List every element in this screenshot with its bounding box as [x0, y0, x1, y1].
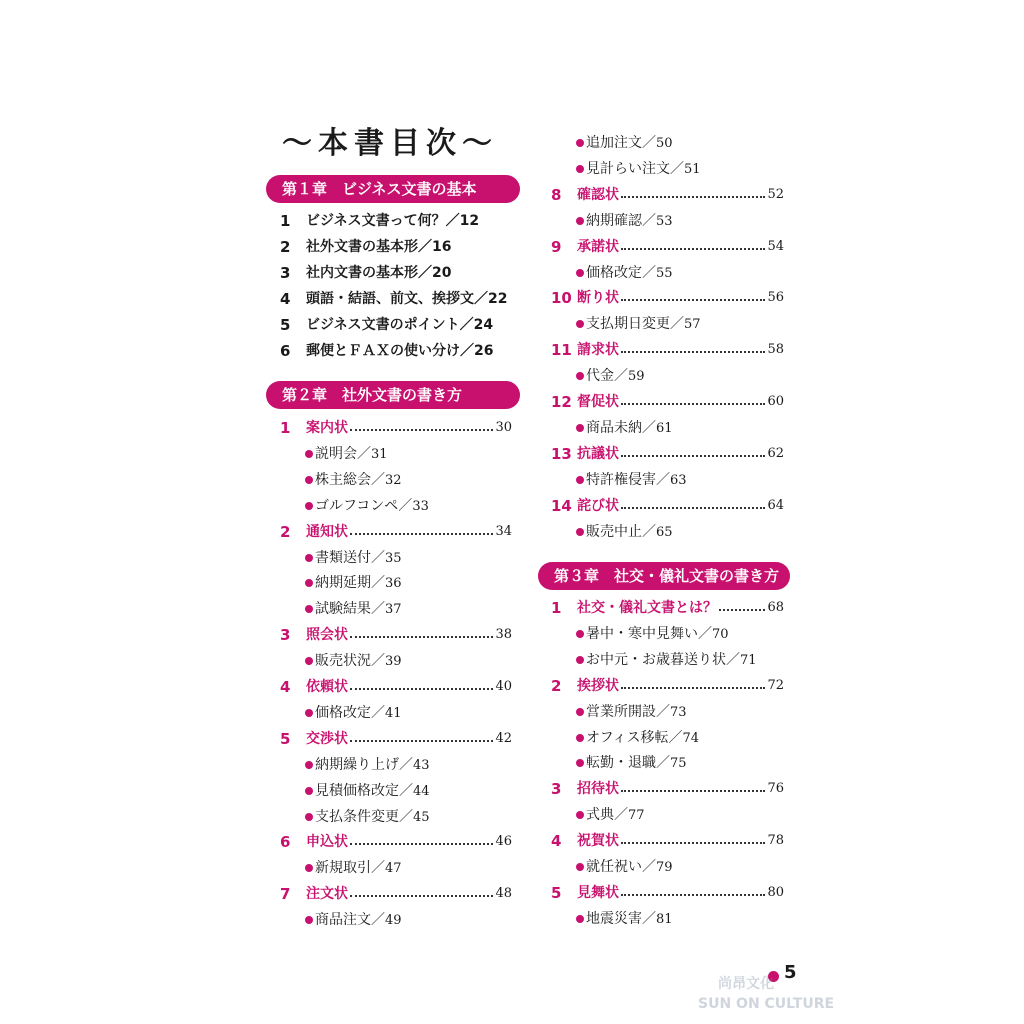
bullet-dot	[576, 811, 584, 819]
dotted-leader	[350, 843, 493, 845]
toc-subitem-page: 75	[670, 756, 687, 772]
dotted-leader	[621, 299, 765, 301]
toc-subitem-page: 31	[371, 446, 388, 462]
toc-subitem-title: 試験結果／37	[315, 601, 402, 618]
toc-heading-number: 12	[551, 393, 572, 411]
toc-item-number: 6	[280, 342, 291, 360]
toc-heading-title: 祝賀状	[577, 833, 619, 850]
toc-heading[interactable]	[551, 389, 784, 415]
bullet-dot	[305, 502, 313, 510]
toc-subitem-page: 61	[656, 420, 673, 436]
toc-subitem-page: 59	[628, 369, 645, 385]
toc-heading[interactable]	[551, 234, 784, 260]
toc-item-title: 郵便とＦＡＸの使い分け／26	[306, 343, 494, 359]
bullet-dot	[576, 165, 584, 173]
toc-page-number: 68	[767, 600, 784, 615]
bullet-dot	[576, 217, 584, 225]
toc-heading[interactable]	[551, 441, 784, 467]
toc-subitem-page: 74	[682, 730, 700, 746]
toc-subitem-page: 35	[385, 550, 402, 566]
toc-heading-title: 詫び状	[577, 497, 619, 514]
toc-heading[interactable]	[551, 493, 784, 519]
toc-item[interactable]	[280, 338, 520, 364]
toc-page-number: 80	[767, 884, 784, 900]
toc-heading[interactable]	[551, 595, 784, 621]
toc-heading[interactable]	[280, 881, 512, 907]
toc-heading-number: 10	[551, 289, 572, 308]
toc-heading-number: 3	[280, 626, 291, 645]
toc-heading-number: 4	[551, 832, 562, 851]
toc-subitem-title: 転勤・退職／75	[586, 755, 687, 772]
dotted-leader	[719, 609, 765, 611]
toc-page-number: 72	[767, 677, 784, 693]
toc-subitem-page: 49	[385, 913, 402, 929]
bullet-dot	[576, 863, 584, 871]
bullet-dot	[576, 630, 584, 638]
toc-heading-title: 依頼状	[306, 679, 348, 695]
toc-subitem-page: 44	[413, 783, 430, 799]
toc-item-number: 4	[280, 290, 291, 308]
toc-subitem-page: 65	[656, 524, 673, 540]
toc-heading-number: 2	[551, 676, 562, 695]
toc-subitem-page: 51	[684, 161, 701, 177]
toc-heading[interactable]	[280, 519, 512, 545]
toc-subitem-page: 57	[684, 317, 701, 333]
toc-heading-number: 1	[280, 419, 291, 437]
toc-heading-number: 3	[551, 780, 562, 799]
bullet-dot	[305, 761, 313, 769]
toc-subitem-page: 43	[413, 757, 430, 773]
toc-heading-title: 挨拶状	[577, 677, 619, 694]
toc-subitem-page: 37	[385, 602, 402, 618]
bullet-dot	[576, 476, 584, 484]
toc-heading[interactable]	[551, 182, 784, 208]
toc-heading-title: 断り状	[577, 290, 619, 307]
toc-subitem-page: 79	[656, 860, 673, 875]
toc-subitem-title: 代金／59	[586, 368, 645, 385]
toc-subitem-page: 39	[385, 654, 402, 670]
bullet-dot	[305, 579, 313, 587]
toc-page-number: 58	[767, 342, 784, 358]
page-number: 5	[784, 962, 797, 983]
toc-heading[interactable]	[551, 880, 784, 906]
toc-subitem-title: 支払期日変更／57	[586, 316, 701, 333]
toc-heading-number: 1	[551, 599, 562, 617]
toc-heading-title: 督促状	[577, 394, 619, 410]
toc-heading-title: 照会状	[306, 627, 348, 644]
toc-subitem-title: 書類送付／35	[315, 549, 402, 566]
bullet-dot	[576, 269, 584, 277]
toc-heading-number: 8	[551, 185, 562, 204]
toc-item[interactable]	[280, 312, 520, 338]
toc-subitem-page: 55	[656, 265, 673, 281]
bullet-dot	[576, 656, 584, 664]
toc-page-number: 56	[767, 290, 784, 306]
toc-heading-number: 13	[551, 444, 572, 463]
toc-heading-title: 見舞状	[577, 884, 619, 901]
toc-subitem-title: 納期繰り上げ／43	[315, 756, 430, 773]
toc-subitem-title: 新規取引／47	[315, 860, 402, 877]
dotted-leader	[350, 429, 493, 431]
bullet-dot	[305, 864, 313, 872]
toc-item-title: 社外文書の基本形／16	[306, 239, 452, 255]
bullet-dot	[576, 708, 584, 716]
bullet-dot	[305, 813, 313, 821]
toc-page-number: 34	[495, 523, 512, 539]
toc-subitem-page: 71	[740, 652, 757, 668]
toc-heading-number: 14	[551, 496, 572, 515]
toc-page-number: 48	[495, 886, 512, 902]
toc-heading[interactable]	[280, 622, 512, 648]
toc-page-number: 54	[767, 238, 784, 254]
toc-heading-number: 5	[280, 729, 291, 748]
toc-heading-title: 確認状	[577, 186, 619, 203]
toc-item-title: 社内文書の基本形／20	[306, 265, 452, 281]
toc-page-number: 76	[767, 781, 784, 797]
toc-heading[interactable]	[280, 726, 512, 752]
toc-subitem-title: 販売状況／39	[315, 653, 402, 670]
bullet-dot	[305, 450, 313, 458]
chapter-1-header[interactable]	[266, 175, 520, 203]
svg-text:尚昂文化: 尚昂文化	[718, 976, 774, 992]
bullet-dot	[305, 787, 313, 795]
toc-subitem-title: 株主総会／32	[315, 471, 402, 488]
toc-subitem-title: 説明会／31	[315, 445, 388, 462]
dotted-leader	[621, 351, 765, 353]
toc-heading-number: 5	[551, 883, 562, 902]
toc-subitem-title: 納期確認／53	[586, 212, 673, 229]
toc-heading-title: 招待状	[577, 781, 619, 798]
toc-subitem-page: 70	[712, 626, 729, 642]
toc-heading-number: 11	[551, 341, 572, 360]
toc-subitem-page: 50	[656, 136, 673, 151]
toc-heading[interactable]	[551, 776, 784, 802]
toc-page-number: 46	[495, 834, 512, 850]
toc-subitem-title: 支払条件変更／45	[315, 808, 430, 825]
toc-item-number: 3	[280, 264, 291, 282]
toc-page-number: 60	[767, 394, 784, 409]
toc-subitem-title: 式典／77	[586, 807, 645, 824]
toc-subitem-title: 納期延期／36	[315, 575, 402, 592]
bullet-dot	[576, 915, 584, 923]
toc-page-number: 42	[495, 730, 512, 746]
toc-subitem-page: 41	[385, 705, 402, 721]
toc-page-number: 30	[495, 420, 512, 435]
toc-heading[interactable]	[551, 828, 784, 854]
toc-item[interactable]	[280, 260, 520, 286]
bullet-dot	[305, 605, 313, 613]
bullet-dot	[305, 709, 313, 717]
toc-subitem-title: 商品未納／61	[586, 419, 673, 436]
toc-page-number: 62	[767, 445, 784, 461]
dotted-leader	[350, 895, 493, 897]
toc-heading-title: 承諾状	[577, 238, 619, 255]
toc-subitem-title: 営業所開設／73	[586, 703, 687, 720]
bullet-dot	[576, 320, 584, 328]
bullet-dot	[576, 734, 584, 742]
toc-subitem-title: 追加注文／50	[586, 135, 673, 151]
publisher-watermark-logo	[698, 974, 868, 1014]
toc-subitem-page: 47	[385, 861, 402, 877]
toc-item-title: ビジネス文書のポイント／24	[306, 317, 494, 333]
toc-subitem-title: オフィス移転／74	[586, 729, 700, 746]
toc-subitem-page: 53	[656, 213, 673, 229]
toc-page-number: 38	[495, 627, 512, 643]
toc-subitem-title: 地震災害／81	[586, 910, 673, 927]
dotted-leader	[621, 196, 765, 198]
bullet-dot	[576, 528, 584, 536]
dotted-leader	[350, 533, 493, 535]
toc-page-number: 64	[767, 497, 784, 513]
toc-subitem-page: 45	[413, 809, 430, 825]
toc-subitem-title: 暑中・寒中見舞い／70	[586, 625, 729, 642]
chapter-1-label: 第１章 ビジネス文書の基本	[282, 180, 477, 198]
bullet-dot	[305, 657, 313, 665]
toc-subitem-page: 81	[656, 911, 673, 927]
toc-heading[interactable]	[551, 673, 784, 699]
dotted-leader	[621, 248, 765, 250]
page-title: 〜本書目次〜	[282, 126, 498, 161]
toc-item[interactable]	[280, 208, 520, 234]
toc-heading[interactable]	[280, 829, 512, 855]
toc-subitem-page: 63	[670, 472, 687, 488]
dotted-leader	[350, 688, 493, 690]
bullet-dot	[576, 424, 584, 432]
toc-subitem-page: 36	[385, 576, 402, 592]
toc-page-number: 40	[495, 679, 512, 694]
toc-heading-number: 7	[280, 885, 291, 904]
toc-page-number: 52	[767, 186, 784, 202]
toc-subitem-title: 就任祝い／79	[586, 859, 673, 875]
toc-subitem-page: 33	[412, 498, 429, 514]
toc-item[interactable]	[280, 234, 520, 260]
toc-item-title: 頭語・結語、前文、挨拶文／22	[306, 291, 508, 307]
toc-heading[interactable]	[551, 285, 784, 311]
chapter-3-label: 第３章 社交・儀礼文書の書き方	[554, 567, 780, 585]
toc-heading[interactable]	[280, 674, 512, 700]
toc-item-number: 5	[280, 316, 291, 334]
dotted-leader	[621, 403, 765, 405]
toc-subitem-title: 特許権侵害／63	[586, 471, 687, 488]
toc-subitem-title: 価格改定／41	[315, 704, 402, 721]
toc-heading-title: 抗議状	[577, 445, 619, 462]
bullet-dot	[576, 759, 584, 767]
toc-page-number: 78	[767, 833, 784, 849]
dotted-leader	[350, 636, 493, 638]
bullet-dot	[305, 916, 313, 924]
toc-subitem-title: 見計らい注文／51	[586, 160, 701, 177]
bullet-dot	[576, 139, 584, 147]
dotted-leader	[621, 687, 765, 689]
bullet-dot	[576, 372, 584, 380]
toc-subitem-page: 77	[628, 808, 645, 824]
dotted-leader	[621, 790, 765, 792]
toc-heading-title: 社交・儀礼文書とは？	[577, 600, 717, 616]
toc-subitem-title: お中元・お歳暮送り状／71	[586, 651, 757, 668]
toc-heading-title: 交渉状	[306, 730, 348, 747]
dotted-leader	[621, 455, 765, 457]
toc-item-title: ビジネス文書って何？／12	[306, 213, 480, 229]
chapter-2-header[interactable]	[266, 381, 520, 409]
toc-heading-number: 9	[551, 237, 562, 256]
toc-subitem-title: 商品注文／49	[315, 912, 402, 929]
toc-item[interactable]	[280, 286, 520, 312]
toc-heading-title: 通知状	[306, 523, 348, 540]
toc-subitem-title: 価格改定／55	[586, 264, 673, 281]
toc-heading-title: 注文状	[306, 886, 348, 903]
dotted-leader	[621, 507, 765, 509]
bullet-dot	[305, 554, 313, 562]
toc-subitem-page: 32	[385, 472, 402, 488]
toc-item-number: 2	[280, 238, 291, 256]
bullet-dot	[305, 476, 313, 484]
toc-subitem-title: ゴルフコンペ／33	[315, 497, 429, 514]
toc-subitem-title: 販売中止／65	[586, 523, 673, 540]
toc-heading-title: 請求状	[577, 342, 619, 359]
dotted-leader	[350, 740, 493, 742]
toc-heading-title: 申込状	[306, 834, 348, 851]
toc-item-number: 1	[280, 212, 291, 230]
toc-heading-number: 4	[280, 678, 291, 696]
toc-heading-title: 案内状	[306, 420, 348, 436]
svg-text:SUN ON CULTURE: SUN ON CULTURE	[698, 996, 835, 1012]
dotted-leader	[621, 894, 765, 896]
toc-subitem-title: 見積価格改定／44	[315, 782, 430, 799]
dotted-leader	[621, 842, 765, 844]
toc-heading-number: 6	[280, 833, 291, 852]
chapter-3-header[interactable]	[538, 562, 790, 590]
toc-heading[interactable]	[551, 337, 784, 363]
toc-heading-number: 2	[280, 522, 291, 541]
toc-subitem-page: 73	[670, 704, 687, 720]
toc-heading[interactable]	[280, 415, 512, 441]
chapter-2-label: 第２章 社外文書の書き方	[282, 386, 463, 404]
